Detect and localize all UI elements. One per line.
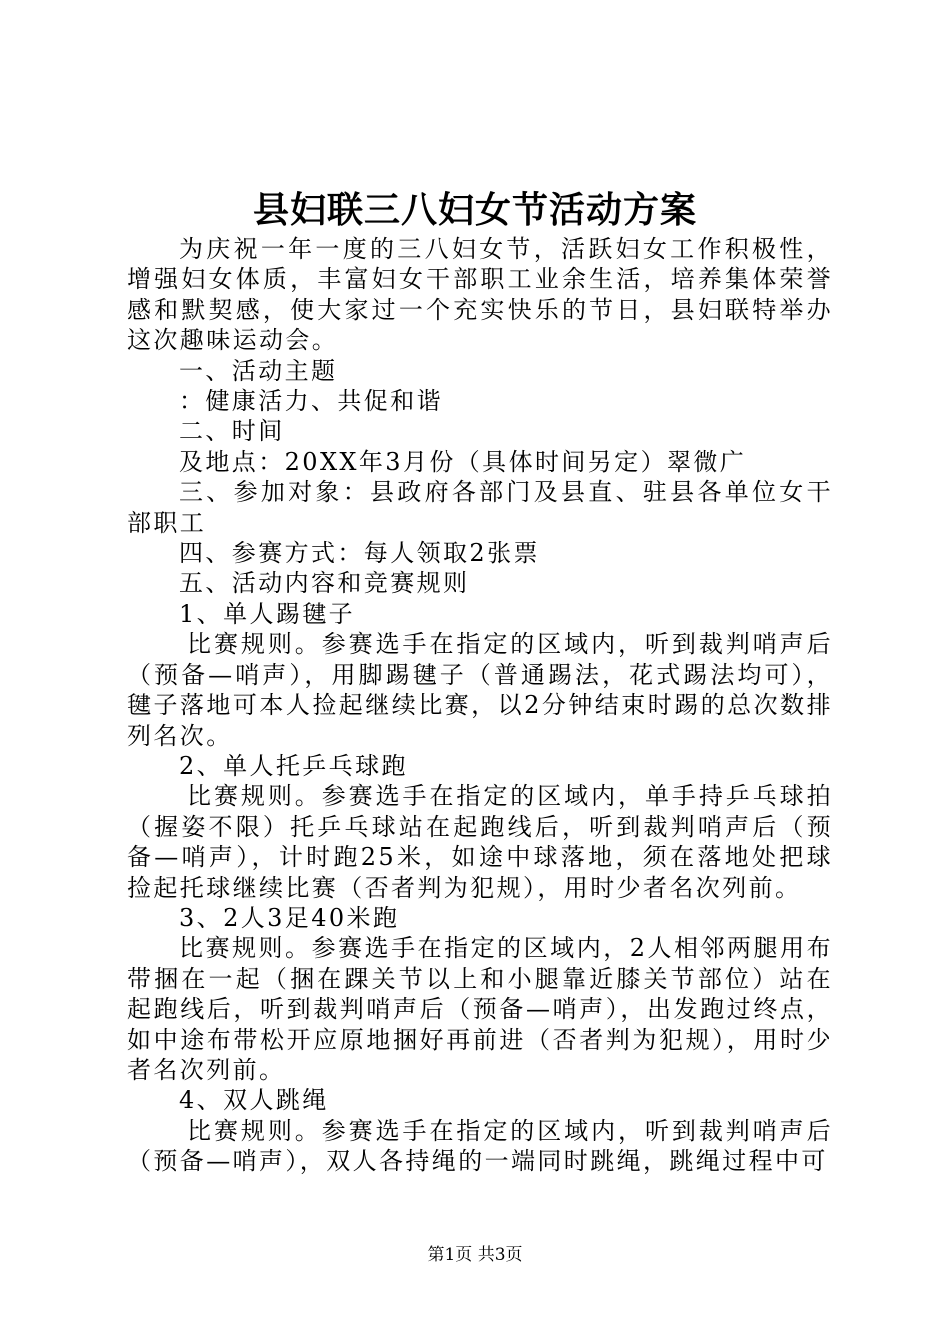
event-rule-three-legged: 比赛规则。参赛选手在指定的区域内，2人相邻两腿用布带捆在一起（捆在踝关节以上和小腿靠近膝关节部位）站在起跑线后，听到裁判哨声后（预备—哨声），出发跑过终点，如中途布带松开应原地捆好再前进（否者判为犯规），用时少者名次列前。: [127, 934, 833, 1084]
section-method: 四、参赛方式：每人领取2张票: [179, 539, 540, 568]
time-place-text: 及地点：20XX年3月份（具体时间另定）翠微广: [179, 447, 747, 476]
intro-paragraph: 为庆祝一年一度的三八妇女节，活跃妇女工作积极性，增强妇女体质，丰富妇女干部职工业余生活，培养集体荣誉感和默契感，使大家过一个充实快乐的节日，县妇联特举办这次趣味运动会。: [127, 235, 833, 355]
event-heading-shuttlecock: 1、单人踢毽子: [179, 599, 356, 628]
event-rule-jump-rope: 比赛规则。参赛选手在指定的区域内，听到裁判哨声后（预备—哨声），双人各持绳的一端同时跳绳，跳绳过程中可: [127, 1116, 833, 1176]
event-heading-jump-rope: 4、双人跳绳: [179, 1086, 329, 1115]
document-title: 县妇联三八妇女节活动方案: [252, 189, 697, 231]
section-heading-content: 五、活动内容和竞赛规则: [179, 569, 470, 598]
page-footer: 第1页 共3页: [427, 1245, 523, 1265]
theme-text: ：健康活力、共促和谐: [179, 387, 443, 416]
event-heading-three-legged: 3、2人3足40米跑: [179, 903, 400, 932]
event-rule-shuttlecock: 比赛规则。参赛选手在指定的区域内，听到裁判哨声后（预备—哨声），用脚踢毽子（普通踢法，花式踢法均可），毽子落地可本人捡起继续比赛，以2分钟结束时踢的总次数排列名次。: [127, 630, 833, 750]
section-heading-time: 二、时间: [179, 417, 285, 446]
section-participants: 三、参加对象：县政府各部门及县直、驻县各单位女干部职工: [127, 478, 833, 537]
event-heading-pingpong: 2、单人托乒乓球跑: [179, 751, 408, 780]
section-heading-theme: 一、活动主题: [179, 356, 338, 385]
event-rule-pingpong: 比赛规则。参赛选手在指定的区域内，单手持乒乓球拍（握姿不限）托乒乓球站在起跑线后，听到裁判哨声后（预备—哨声），计时跑25米，如途中球落地，须在落地处把球捡起托球继续比赛（否者判为犯规），用时少者名次列前。: [127, 782, 833, 902]
document-body: [127, 234, 833, 1177]
